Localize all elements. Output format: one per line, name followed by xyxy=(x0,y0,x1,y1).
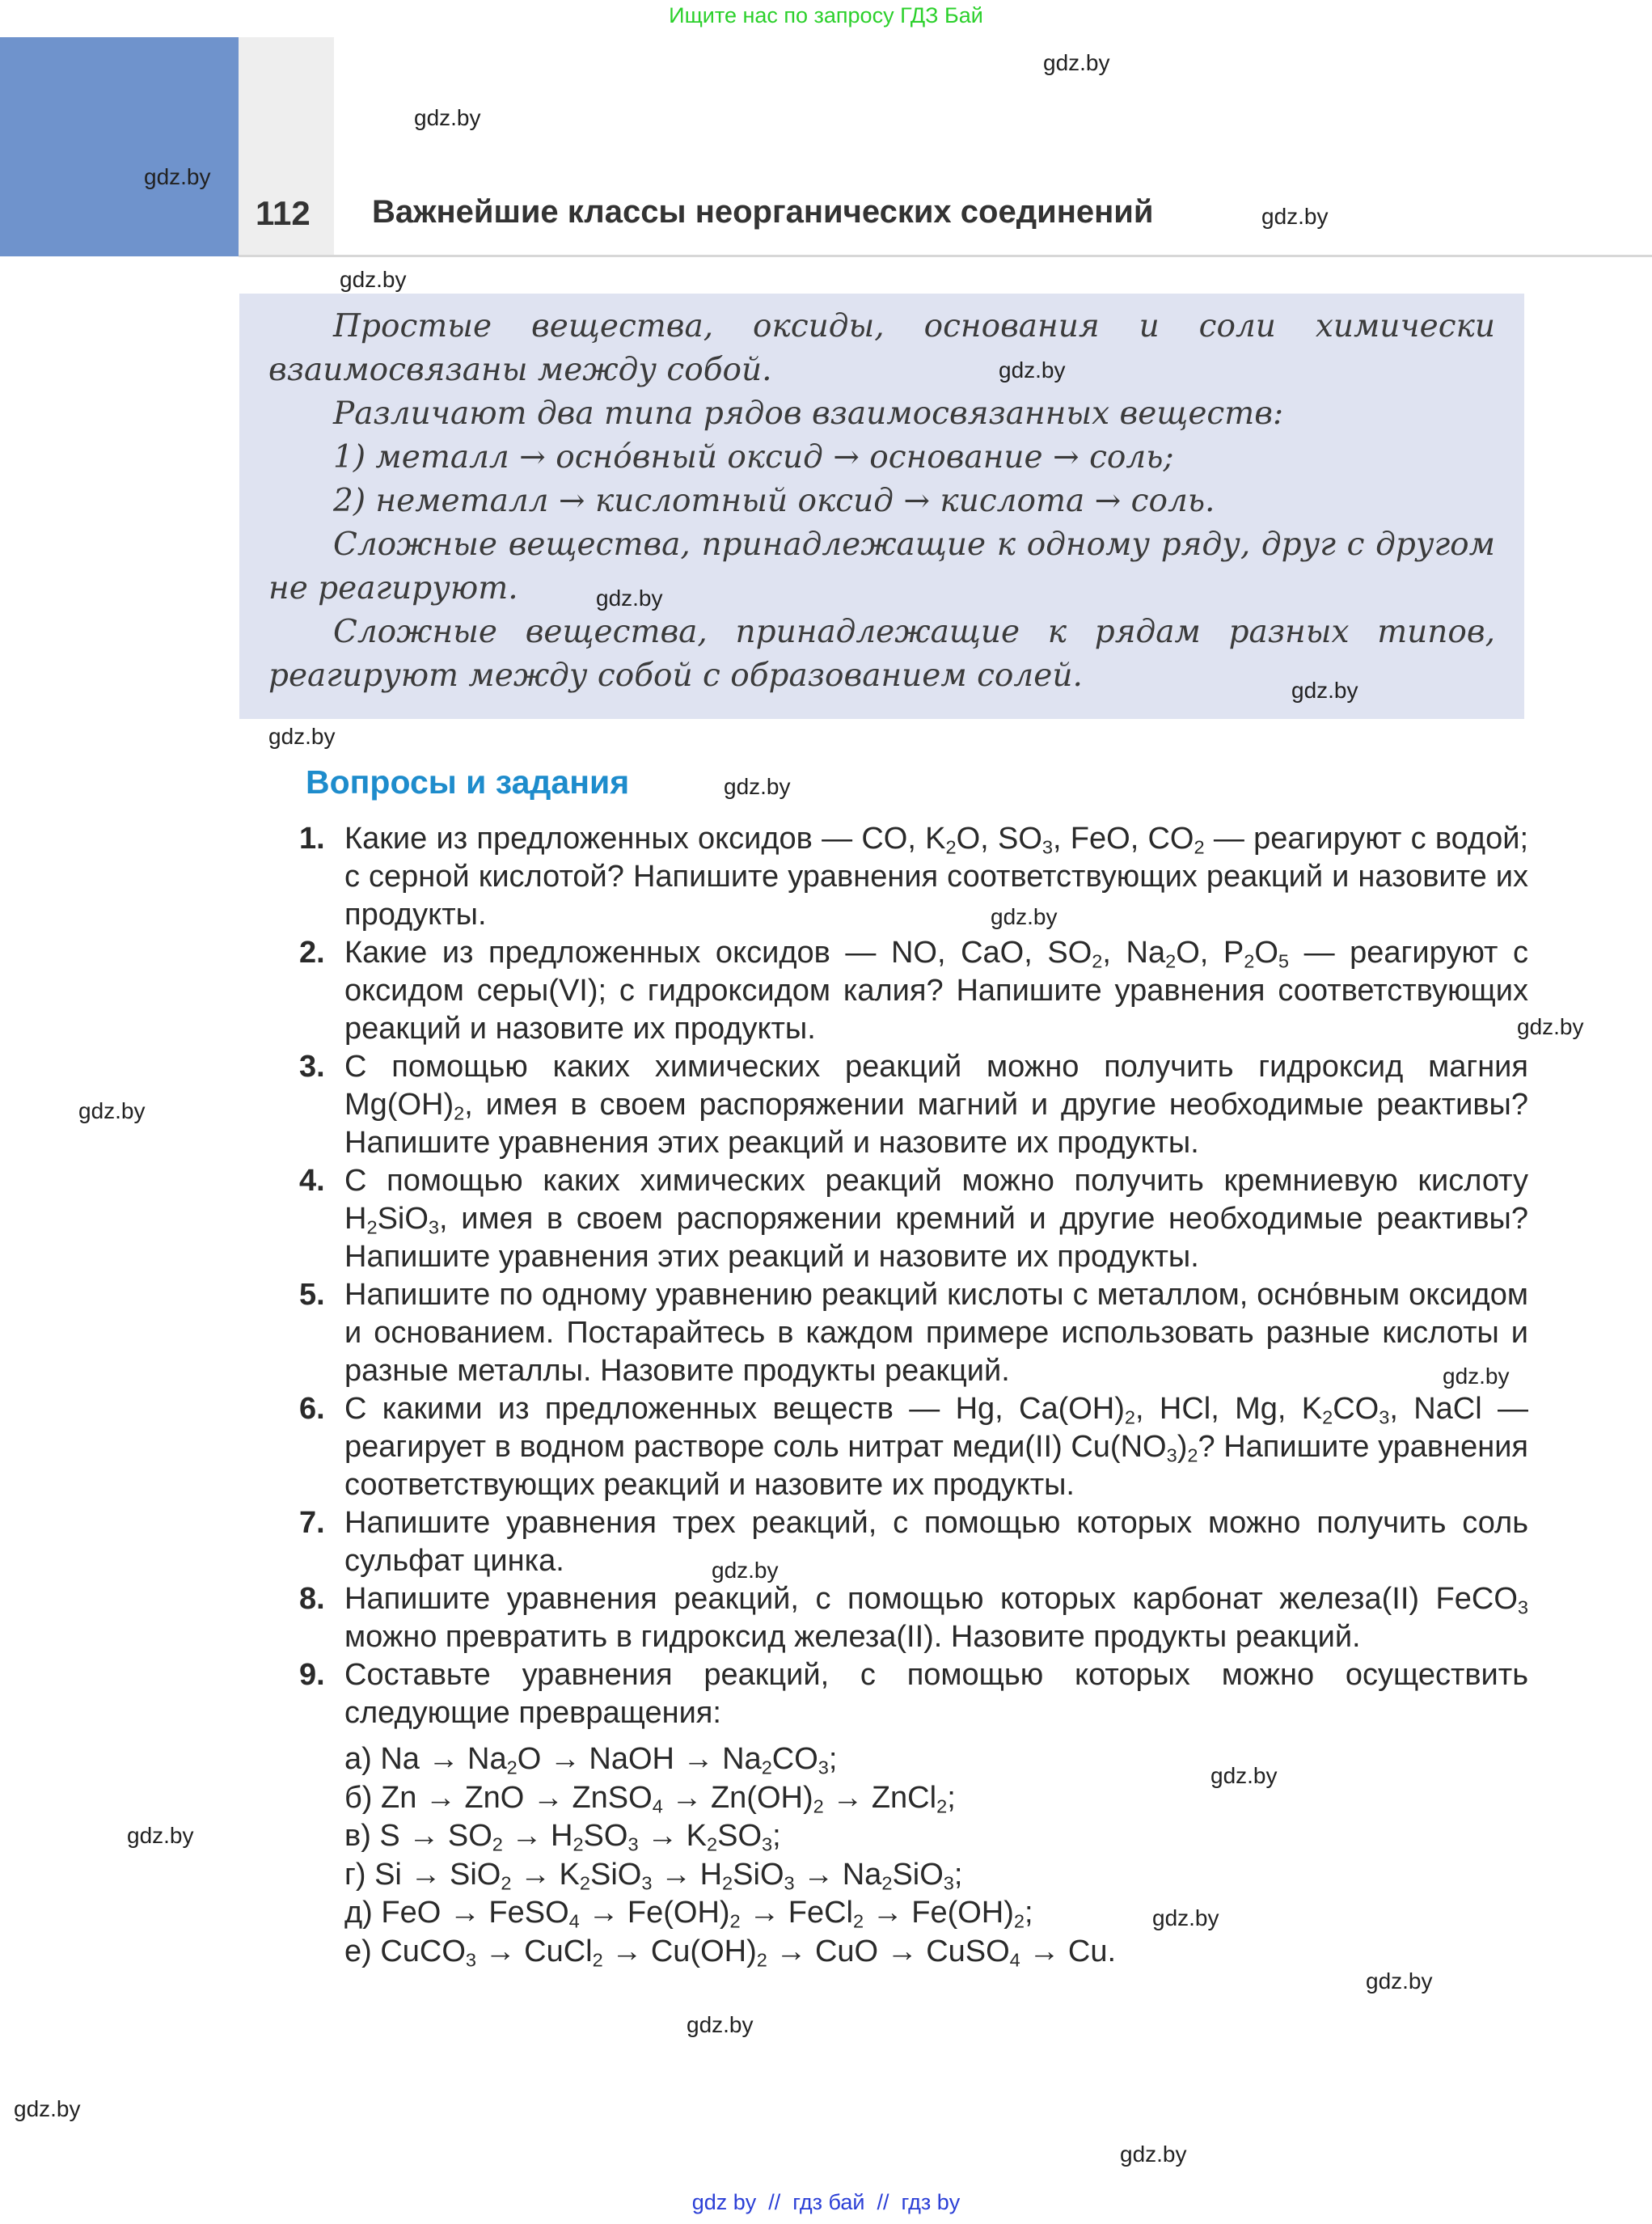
watermark: gdz.by xyxy=(596,586,663,611)
watermark: gdz.by xyxy=(1210,1763,1278,1788)
question-number: 6. xyxy=(299,1392,325,1426)
watermark: gdz.by xyxy=(78,1098,146,1123)
question-item xyxy=(299,1504,1528,1580)
watermark: gdz.by xyxy=(712,1558,779,1583)
watermark: gdz.by xyxy=(414,105,481,130)
question-list xyxy=(299,820,1528,1971)
watermark: gdz.by xyxy=(268,724,336,749)
question-number: 1. xyxy=(299,822,325,856)
transformation-item: а) $Na \to Na_2O$ → NaOH → $Na_2CO_3$; xyxy=(344,1742,838,1778)
transformation-item: е) CuCO$_3$ → CuCl$_2$ → $Cu(OH)_2$ → CuO → CuSO$_4$ → Cu. xyxy=(344,1934,1117,1971)
watermark: gdz.by xyxy=(687,2012,754,2037)
page-number: 112 xyxy=(256,194,311,232)
watermark: gdz.by xyxy=(127,1823,194,1848)
question-text: Какие из предложенных оксидов — CO, $K_2O$, $SO_3$, FeO, $CO_2$ — реагируют с водой; с серной кислотой? Напишите уравнения соответствующих реакций и назовите их продукты. xyxy=(344,822,1528,932)
question-number: 3. xyxy=(299,1050,325,1084)
summary-paragraph: Сложные вещества, принадлежащие к одному ряду, друг с другом не реагируют. xyxy=(268,526,1495,607)
question-text: С помощью каких химических реакций можно получить кремниевую кислоту $H_2SiO_3$, имея в своем распоряжении кремний и другие необходимые реактивы? Напишите уравнения этих реакций и назовите их продукты. xyxy=(344,1164,1528,1274)
question-number: 8. xyxy=(299,1582,325,1616)
question-number: 9. xyxy=(299,1658,325,1692)
watermark: gdz.by xyxy=(1517,1014,1584,1039)
question-text: Какие из предложенных оксидов — NO, CaO, $SO_2$, $Na_2O$, $P_2O_5$ — реагируют с оксидом серы(VI); с гидроксидом калия? Напишите уравнения соответствующих реакций и назовите их продукты. xyxy=(344,936,1528,1046)
question-item xyxy=(299,934,1528,1048)
watermark: gdz.by xyxy=(1291,678,1358,703)
question-item xyxy=(299,820,1528,934)
question-item xyxy=(299,1580,1528,1656)
summary-paragraph: Сложные вещества, принадлежащие к рядам разных типов, реагируют между собой с образованием солей. xyxy=(268,614,1495,694)
question-number: 7. xyxy=(299,1506,325,1540)
watermark: gdz.by xyxy=(1152,1905,1219,1930)
watermark: gdz.by xyxy=(1120,2142,1187,2167)
running-title: Важнейшие классы неорганических соединений xyxy=(372,194,1154,230)
question-item xyxy=(299,1048,1528,1162)
watermark: gdz.by xyxy=(1366,1968,1433,1994)
watermark: gdz.by xyxy=(724,774,791,799)
question-text: Напишите уравнения трех реакций, с помощью которых можно получить соль сульфат цинка. xyxy=(344,1506,1528,1578)
question-item xyxy=(299,1276,1528,1390)
summary-box xyxy=(239,294,1524,719)
question-item xyxy=(299,1390,1528,1504)
question-number: 2. xyxy=(299,936,325,970)
header-color-block xyxy=(0,37,239,256)
question-text: С какими из предложенных веществ — Hg, $Ca(OH)_2$, HCl, Mg, $K_2CO_3$, NaCl — реагирует в водном растворе соль нитрат меди(II) $Cu(NO_3)_2$? Напишите уравнения соответствующих реакций и назовите их продукты. xyxy=(344,1392,1529,1502)
summary-series-metal: 1) металл → осно́вный оксид → основание → соль; xyxy=(333,439,1174,476)
question-text: С помощью каких химических реакций можно получить гидроксид магния $Mg(OH)_2$, имея в своем распоряжении магний и другие необходимые реактивы? Напишите уравнения этих реакций и назовите их продукты. xyxy=(344,1050,1528,1160)
summary-paragraph: Различают два типа рядов взаимосвязанных веществ: xyxy=(333,395,1284,432)
question-item xyxy=(299,1162,1528,1276)
summary-series-nonmetal: 2) неметалл → кислотный оксид → кислота → соль. xyxy=(333,483,1215,519)
transformation-item: б) Zn → ZnO → ZnSO$_4$ → $Zn(OH)_2$ → ZnCl$_2$; xyxy=(344,1780,956,1817)
watermark: gdz.by xyxy=(14,2096,81,2121)
watermark: gdz.by xyxy=(991,904,1058,929)
top-banner: Ищите нас по запросу ГДЗ Бай xyxy=(669,3,983,27)
watermark: gdz.by xyxy=(999,357,1066,383)
header-rule xyxy=(239,255,1652,257)
transformation-list xyxy=(299,1740,1528,1971)
section-heading: Вопросы и задания xyxy=(306,763,630,801)
footer-links[interactable]: gdz by // гдз бай // гдз by xyxy=(691,2190,961,2214)
summary-paragraph: Простые вещества, оксиды, основания и соли химически взаимосвязаны между собой. xyxy=(268,308,1495,388)
watermark: gdz.by xyxy=(1261,204,1329,229)
transformation-item: г) $Si \to SiO_2 \to K_2SiO_3 \to H_2SiO_3 \to Na_2SiO_3$; xyxy=(344,1857,963,1894)
question-text: Напишите по одному уравнению реакций кислоты с металлом, осно́вным оксидом и основанием. Постарайтесь в каждом примере использовать разные кислоты и разные металлы. Назовите продукты реакций. xyxy=(344,1278,1528,1388)
question-number: 4. xyxy=(299,1164,325,1198)
transformation-item: д) FeO → FeSO$_4$ → $Fe(OH)_2$ → FeCl$_2$ → $Fe(OH)_2$; xyxy=(344,1896,1033,1932)
transformation-item: в) $S \to SO_2 \to H_2SO_3 \to K_2SO_3$; xyxy=(344,1819,781,1855)
question-text: Составьте уравнения реакций, с помощью которых можно осуществить следующие превращения: xyxy=(344,1658,1528,1730)
question-item xyxy=(299,1656,1528,1732)
question-text: Напишите уравнения реакций, с помощью которых карбонат железа(II) FeCO$_3$ можно превратить в гидроксид железа(II). Назовите продукты реакций. xyxy=(344,1582,1528,1654)
watermark: gdz.by xyxy=(1043,50,1110,75)
watermark: gdz.by xyxy=(144,164,211,189)
watermark: gdz.by xyxy=(340,267,407,292)
watermark: gdz.by xyxy=(1443,1364,1510,1389)
question-number: 5. xyxy=(299,1278,325,1312)
